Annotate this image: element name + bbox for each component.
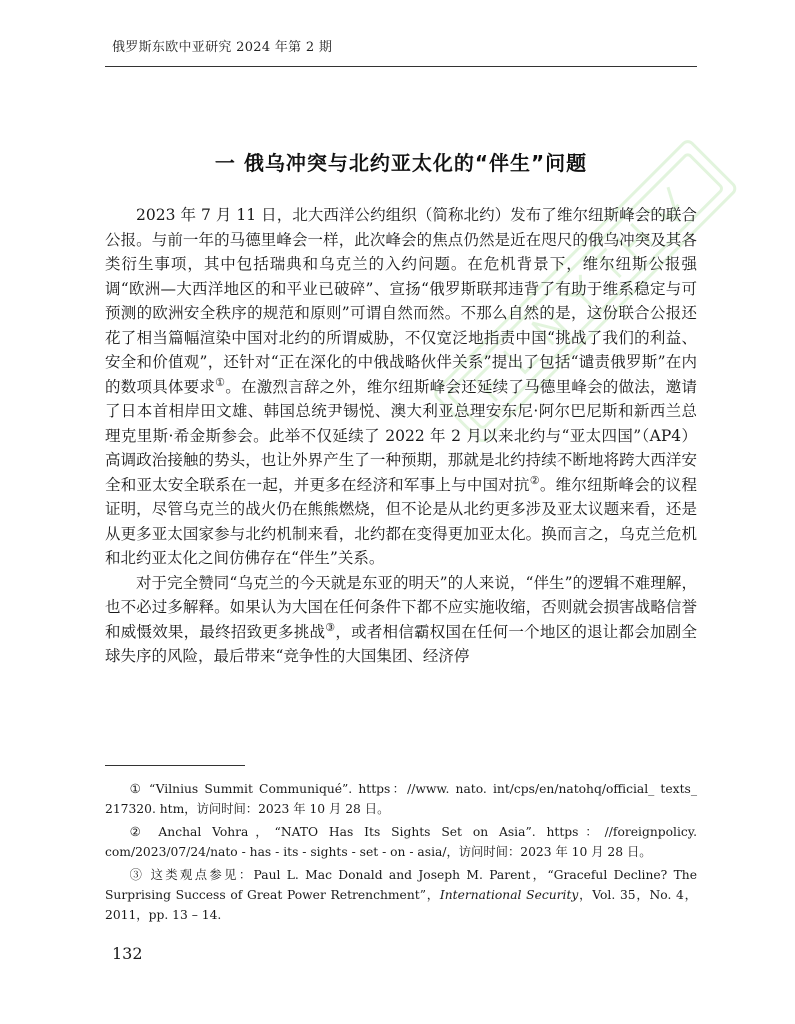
running-header: 俄罗斯东欧中亚研究 2024 年第 2 期 bbox=[112, 40, 333, 55]
footnote-text: ③ 这类观点参见：Paul L. Mac Donald and Joseph M. Parent，“Graceful Decline? The Surprising Success of Great Power Retrenchment”， bbox=[105, 868, 697, 902]
paragraph bbox=[105, 571, 697, 669]
footnote-rule bbox=[105, 765, 245, 766]
paragraph-text: 。在激烈言辞之外，维尔纽斯峰会还延续了马德里峰会的做法，邀请了日本首相岸田文雄、韩国总统尹锡悦、澳大利亚总理安东尼·阿尔巴尼斯和新西兰总理克里斯·希金斯参会。此举不仅延续了 2022 年 2 月以来北约与“亚太四国”（AP4）高调政治接触的势头，也让外界产生了一种预期，那就是北约持续不断地将跨大西洋安全和亚太安全联系在一起，并更多在经济和军事上与中国对抗 bbox=[105, 377, 697, 494]
footnote-text: ，Vol. 35，No. 4，2011，pp. 13 – 14. bbox=[105, 888, 697, 922]
footnote-ref[interactable]: ② bbox=[529, 473, 540, 487]
footnote-item: ② Anchal Vohra，“NATO Has Its Sights Set on Asia”. https：//foreignpolicy. com/2023/07/24/nato - has - its - sights - set - on - asia/，访问时间：2023 年 10 月 28 日。 bbox=[105, 825, 697, 859]
paragraph-text: ，或者相信霸权国在任何一个地区的退让都会加剧全球失序的风险，最后带来“竞争性的大国集团、经济停 bbox=[105, 622, 697, 665]
paragraph bbox=[105, 203, 697, 571]
footnote-item bbox=[105, 865, 697, 925]
page-number: 132 bbox=[112, 944, 143, 963]
header-rule bbox=[105, 66, 697, 67]
journal-title: International Security bbox=[439, 888, 579, 902]
footnotes bbox=[105, 779, 697, 928]
paragraph-text: 对于完全赞同“乌克兰的今天就是东亚的明天”的人来说，“伴生”的逻辑不难理解，也不必过多解释。如果认为大国在任何条件下都不应实施收缩，否则就会损害战略信誉和威慑效果，最终招致更多挑战 bbox=[105, 573, 697, 641]
article-body bbox=[105, 203, 697, 669]
footnote-item: ① “Vilnius Summit Communiqué”. https：//www. nato. int/cps/en/natohq/official_ texts_ 217320. htm，访问时间：2023 年 10 月 28 日。 bbox=[105, 782, 697, 816]
section-title: 一 俄乌冲突与北约亚太化的“伴生”问题 bbox=[214, 151, 588, 175]
paragraph-text: 2023 年 7 月 11 日，北大西洋公约组织（简称北约）发布了维尔纽斯峰会的联合公报。与前一年的马德里峰会一样，此次峰会的焦点仍然是近在咫尺的俄乌冲突及其各类衍生事项，其中包括瑞典和乌克兰的入约问题。在危机背景下，维尔纽斯公报强调“欧洲—大西洋地区的和平业已破碎”、宣扬“俄罗斯联邦违背了有助于维系稳定与可预测的欧洲安全秩序的规范和原则”可谓自然而然。不那么自然的是，这份联合公报还花了相当篇幅渲染中国对北约的所谓威胁，不仅宽泛地指责中国“挑战了我们的利益、安全和价值观”，还针对“正在深化的中俄战略伙伴关系”提出了包括“谴责俄罗斯”在内的数项具体要求 bbox=[105, 206, 697, 396]
footnote-ref[interactable]: ③ bbox=[325, 620, 336, 634]
footnote-ref[interactable]: ① bbox=[215, 375, 226, 389]
paragraph-text: 。维尔纽斯峰会的议程证明，尽管乌克兰的战火仍在熊熊燃烧，但不论是从北约更多涉及亚太议题来看，还是从更多亚太国家参与北约机制来看，北约都在变得更加亚太化。换而言之，乌克兰危机和北约亚太化之间仿佛存在“伴生”关系。 bbox=[105, 475, 697, 567]
